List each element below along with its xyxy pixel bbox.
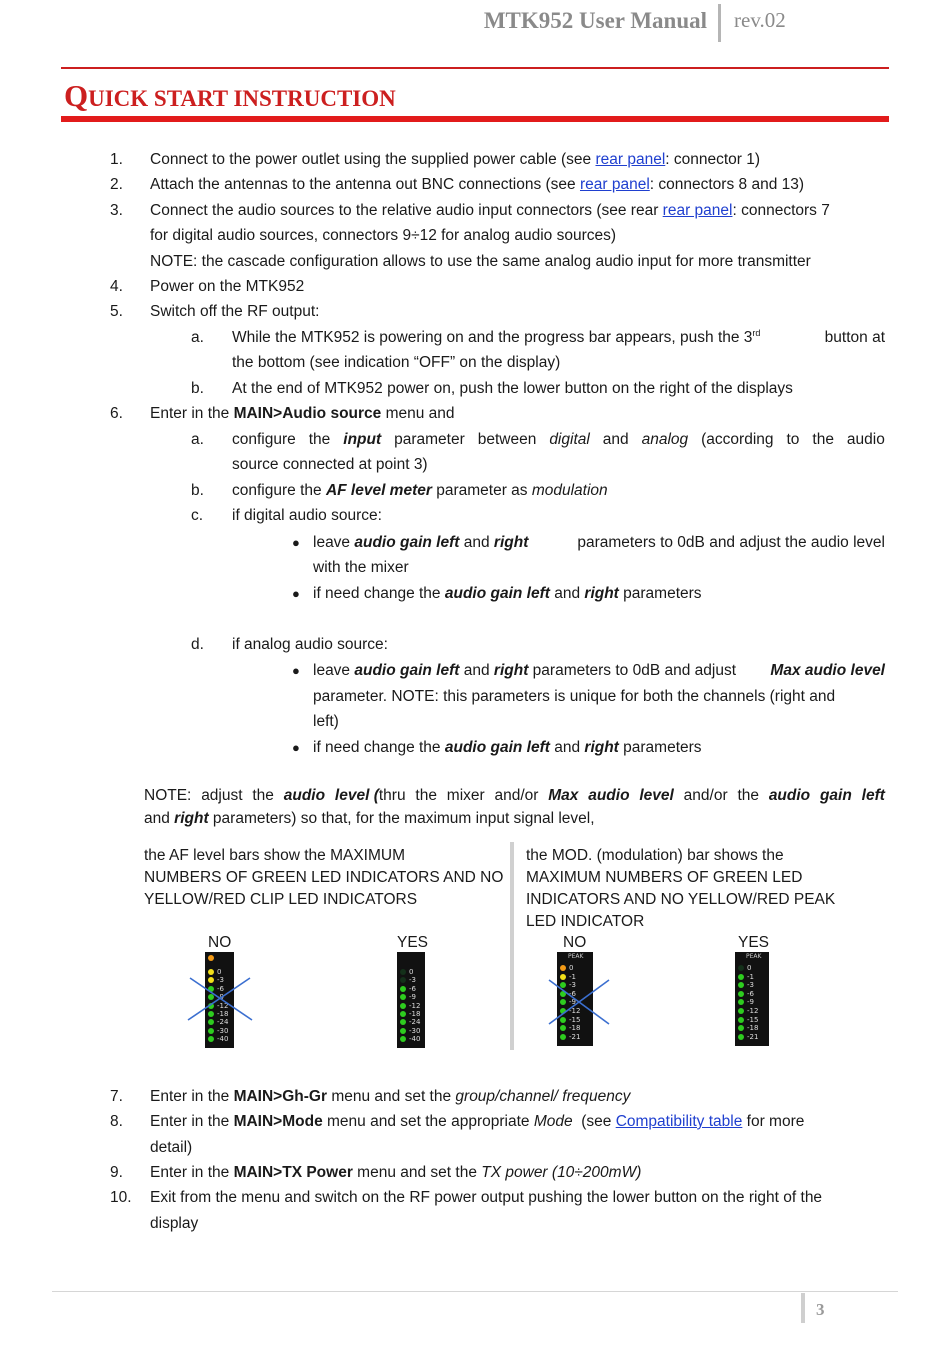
scale-label: -12 — [217, 1001, 229, 1010]
step-number: 4. — [110, 278, 123, 295]
left-col-line-3: YELLOW/RED CLIP LED INDICATORS — [144, 891, 418, 908]
step-3-line-2: for digital audio sources, connectors 9÷12 for analog audio sources) — [150, 227, 617, 244]
section-underline — [61, 116, 889, 122]
peak-label: PEAK — [746, 953, 762, 960]
rear-panel-link[interactable]: rear panel — [579, 176, 650, 193]
scale-label: -18 — [569, 1024, 581, 1033]
step-number: 6. — [110, 405, 123, 422]
step-10-text: Exit from the menu and switch on the RF power output pushing the lower button on the right of the — [150, 1189, 823, 1206]
footer-divider — [801, 1293, 805, 1323]
scale-label: 0 — [569, 964, 574, 972]
left-col-line-2: NUMBERS OF GREEN LED INDICATORS AND NO — [144, 869, 504, 886]
scale-label: -3 — [217, 976, 224, 985]
step-number: 9. — [110, 1164, 123, 1181]
step-number: 7. — [110, 1088, 123, 1105]
scale-label: 0 — [217, 968, 222, 976]
step-4-text: Power on the MTK952 — [150, 278, 305, 295]
scale-label: -24 — [409, 1018, 421, 1027]
step-6d-bullet-1-line-2: parameter. NOTE: this parameters is unique for both the channels (right and — [313, 688, 836, 705]
step-6c-bullet-1-line-2: with the mixer — [313, 559, 409, 576]
step-8-text: Enter in the MAIN>Mode menu and set the appropriate Mode (see Compatibility table for more — [150, 1113, 805, 1130]
step-6b-text: configure the AF level meter parameter as modulation — [232, 482, 608, 499]
led-icon — [400, 969, 406, 975]
page-number: 3 — [816, 1300, 825, 1319]
right-col-line-4: LED INDICATOR — [526, 913, 645, 930]
scale-label: -9 — [747, 998, 754, 1007]
scale-label: -9 — [569, 998, 576, 1007]
step-7-text: Enter in the MAIN>Gh-Gr menu and set the group/channel/ frequency — [150, 1088, 631, 1105]
mod-no-label: NO — [563, 934, 587, 951]
led-icon — [738, 965, 744, 971]
rear-panel-link[interactable]: rear panel — [662, 202, 733, 219]
af-meter-good-example — [397, 952, 425, 1048]
led-icon — [208, 1028, 214, 1034]
scale-label: -12 — [409, 1001, 421, 1010]
led-icon — [560, 965, 566, 971]
scale-label: -6 — [217, 984, 224, 993]
led-icon — [400, 986, 406, 992]
step-5a-text: While the MTK952 is powering on and the progress bar appears, push the 3rd button at — [232, 327, 885, 346]
scale-label: -6 — [569, 989, 576, 998]
revision-label: rev.02 — [734, 8, 786, 32]
led-icon — [738, 982, 744, 988]
bullet-icon: ● — [292, 663, 300, 678]
step-number: 1. — [110, 151, 123, 168]
scale-label: -18 — [747, 1024, 759, 1033]
step-6d-text: if analog audio source: — [232, 636, 388, 653]
scale-label: -12 — [569, 1007, 581, 1015]
led-icon — [400, 1011, 406, 1017]
step-5b-text: At the end of MTK952 power on, push the lower button on the right of the displays — [232, 380, 793, 397]
scale-label: 0 — [747, 964, 752, 972]
scale-label: -18 — [409, 1010, 421, 1018]
step-number: 5. — [110, 303, 123, 320]
led-icon — [738, 1017, 744, 1023]
scale-label: -3 — [747, 981, 754, 990]
led-icon — [560, 1034, 566, 1040]
scale-label: -6 — [747, 989, 754, 998]
right-col-line-3: INDICATORS AND NO YELLOW/RED PEAK — [526, 891, 836, 908]
section-title-rest: UICK START INSTRUCTION — [88, 86, 396, 111]
step-8-line-2: detail) — [150, 1139, 193, 1156]
clip-led-icon — [208, 955, 214, 961]
scale-label: -6 — [409, 984, 416, 993]
scale-label: 0 — [409, 968, 414, 976]
bullet-icon: ● — [292, 740, 300, 755]
compatibility-table-link[interactable]: Compatibility table — [615, 1113, 743, 1130]
step-5a-line-2: the bottom (see indication “OFF” on the display) — [232, 354, 561, 371]
step-6c-bullet-2: if need change the audio gain left and right parameters — [313, 585, 702, 602]
step-6d-bullet-1-line-3: left) — [313, 713, 339, 730]
peak-label: PEAK — [568, 953, 584, 960]
step-number: 10. — [110, 1189, 132, 1206]
led-icon — [400, 1019, 406, 1025]
step-5-text: Switch off the RF output: — [150, 303, 320, 320]
led-icon — [738, 1025, 744, 1031]
substep-letter: b. — [191, 482, 204, 499]
note-line-2: and right parameters) so that, for the maximum input signal level, — [144, 810, 595, 827]
step-2-text: Attach the antennas to the antenna out BNC connections (see rear panel: connectors 8 and 13) — [150, 176, 805, 193]
step-6a-line-2: source connected at point 3) — [232, 456, 428, 473]
step-6a-text: configure the input parameter between digital and analog (according to the audio — [232, 431, 885, 448]
left-col-line-1: the AF level bars show the MAXIMUM — [144, 847, 406, 864]
right-col-line-1: the MOD. (modulation) bar shows the — [526, 847, 784, 864]
step-9-text: Enter in the MAIN>TX Power menu and set the TX power (10÷200mW) — [150, 1164, 642, 1181]
header-divider — [718, 4, 721, 42]
header-rule — [61, 67, 889, 69]
led-icon — [738, 1034, 744, 1040]
scale-label: -3 — [569, 981, 576, 990]
step-1-text: Connect to the power outlet using the supplied power cable (see rear panel: connector 1) — [150, 151, 761, 168]
cross-mark-icon — [546, 972, 612, 1028]
scale-label: -40 — [217, 1035, 229, 1044]
step-6c-text: if digital audio source: — [232, 507, 382, 524]
bullet-icon: ● — [292, 535, 300, 550]
footer-rule — [52, 1291, 898, 1292]
scale-label: -15 — [569, 1015, 581, 1024]
rear-panel-link[interactable]: rear panel — [595, 151, 666, 168]
led-icon — [400, 977, 406, 983]
scale-label: -18 — [217, 1010, 229, 1018]
led-icon — [400, 1028, 406, 1034]
scale-label: -12 — [747, 1007, 759, 1015]
step-number: 3. — [110, 202, 123, 219]
scale-label: -9 — [409, 993, 416, 1002]
mod-yes-label: YES — [738, 934, 770, 951]
led-icon — [208, 1036, 214, 1042]
scale-label: -3 — [409, 976, 416, 985]
column-divider — [510, 842, 514, 1050]
step-6c-bullet-1: leave audio gain left and right parameters to 0dB and adjust the audio level — [313, 534, 885, 551]
scale-label: -24 — [217, 1018, 229, 1027]
af-yes-label: YES — [397, 934, 429, 951]
manual-title: MTK952 User Manual — [483, 8, 707, 33]
led-icon — [738, 999, 744, 1005]
step-6-text: Enter in the MAIN>Audio source menu and — [150, 405, 455, 422]
substep-letter: d. — [191, 636, 204, 653]
scale-label: -40 — [409, 1035, 421, 1044]
right-col-line-2: MAXIMUM NUMBERS OF GREEN LED — [526, 869, 803, 886]
led-icon — [738, 991, 744, 997]
substep-letter: c. — [191, 507, 204, 524]
mod-meter-good-example — [735, 952, 769, 1046]
scale-label: -21 — [569, 1032, 581, 1041]
step-10-line-2: display — [150, 1215, 199, 1232]
step-3-note: NOTE: the cascade configuration allows to use the same analog audio input for more transmitter — [150, 253, 811, 270]
substep-letter: a. — [191, 431, 204, 448]
scale-label: -30 — [217, 1026, 229, 1035]
scale-label: -1 — [569, 972, 576, 981]
note-line-1: NOTE: adjust the audio level (thru the mixer and/or Max audio level and/or the audio gain left — [144, 787, 885, 804]
af-no-label: NO — [208, 934, 232, 951]
led-icon — [400, 1003, 406, 1009]
scale-label: -15 — [747, 1015, 759, 1024]
step-6d-bullet-2: if need change the audio gain left and right parameters — [313, 739, 702, 756]
led-icon — [400, 994, 406, 1000]
step-number: 8. — [110, 1113, 123, 1130]
section-title — [64, 78, 396, 114]
scale-label: -30 — [409, 1026, 421, 1035]
cross-mark-icon — [186, 972, 254, 1027]
substep-letter: b. — [191, 380, 204, 397]
scale-label: -21 — [747, 1032, 759, 1041]
step-6d-bullet-1: leave audio gain left and right parameters to 0dB and adjust Max audio level — [313, 662, 885, 679]
step-number: 2. — [110, 176, 123, 193]
scale-label: -1 — [747, 972, 754, 981]
led-icon — [738, 1008, 744, 1014]
led-icon — [738, 974, 744, 980]
led-icon — [400, 1036, 406, 1042]
bullet-icon: ● — [292, 586, 300, 601]
substep-letter: a. — [191, 329, 204, 346]
section-title-initial: Q — [64, 78, 89, 113]
step-3-text: Connect the audio sources to the relative audio input connectors (see rear rear panel: connectors 7 — [150, 202, 830, 219]
